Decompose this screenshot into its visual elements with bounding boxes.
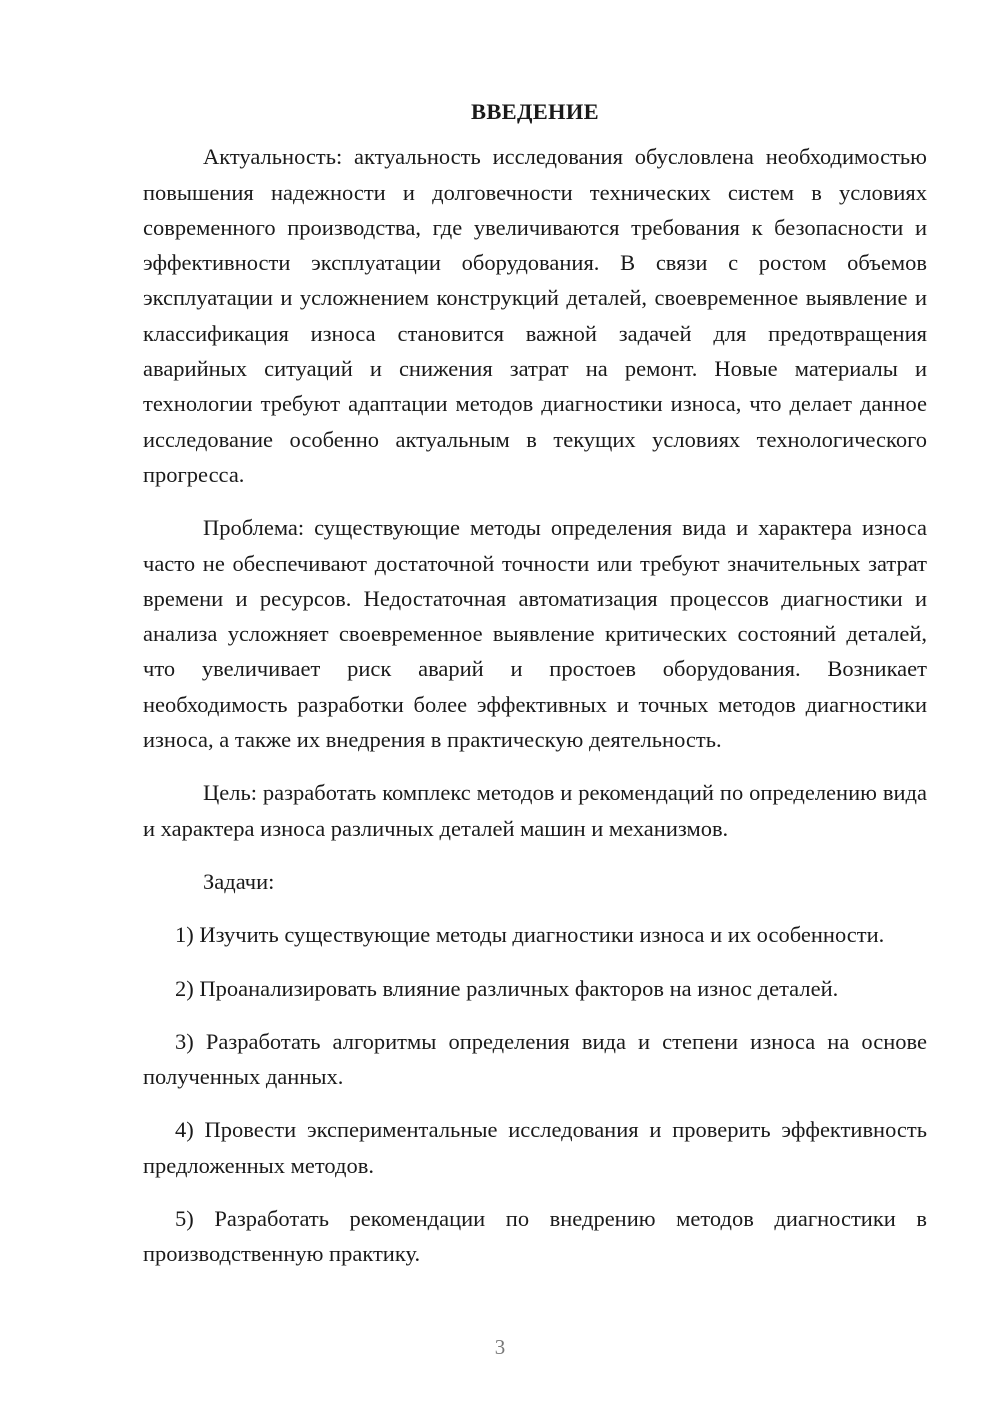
task-item-3: 3) Разработать алгоритмы определения вида и степени износа на основе полученных данных. bbox=[143, 1028, 927, 1090]
section-heading: ВВЕДЕНИЕ bbox=[471, 99, 599, 124]
relevance-paragraph: Актуальность: актуальность исследования обусловлена необходимостью повышения надежности и долговечности технических систем в условиях современного производства, где увеличиваются требования к безопасности и эффективности эксплуатации оборудования. В связи с ростом объемов эксплуатации и усложнением конструкций деталей, своевременное выявление и классификация износа становится важной задачей для предотвращения аварийных ситуаций и снижения затрат на ремонт. Новые материалы и технологии требуют адаптации методов диагностики износа, что делает данное исследование особенно актуальным в текущих условиях технологического прогресса. bbox=[143, 144, 927, 487]
task-item-5: 5) Разработать рекомендации по внедрению методов диагностики в производственную практику. bbox=[143, 1206, 927, 1267]
task-item-4: 4) Провести экспериментальные исследования и проверить эффективность предложенных методов. bbox=[143, 1117, 927, 1178]
page-content bbox=[143, 94, 927, 1290]
tasks-label: Задачи: bbox=[203, 868, 275, 894]
task-item-2: 2) Проанализировать влияние различных факторов на износ деталей. bbox=[175, 975, 839, 1001]
task-item-1: 1) Изучить существующие методы диагностики износа и их особенности. bbox=[175, 922, 885, 948]
problem-paragraph: Проблема: существующие методы определения вида и характера износа часто не обеспечивают достаточной точности или требуют значительных затрат времени и ресурсов. Недостаточная автоматизация процессов диагностики и анализа усложняет своевременное выявление критических состояний деталей, что увеличивает риск аварий и простоев оборудования. Возникает необходимость разработки более эффективных и точных методов диагностики износа, а также их внедрения в практическую деятельность. bbox=[143, 515, 927, 753]
goal-paragraph: Цель: разработать комплекс методов и рекомендаций по определению вида и характера износа различных деталей машин и механизмов. bbox=[143, 780, 927, 841]
page-number: 3 bbox=[494, 1335, 506, 1359]
